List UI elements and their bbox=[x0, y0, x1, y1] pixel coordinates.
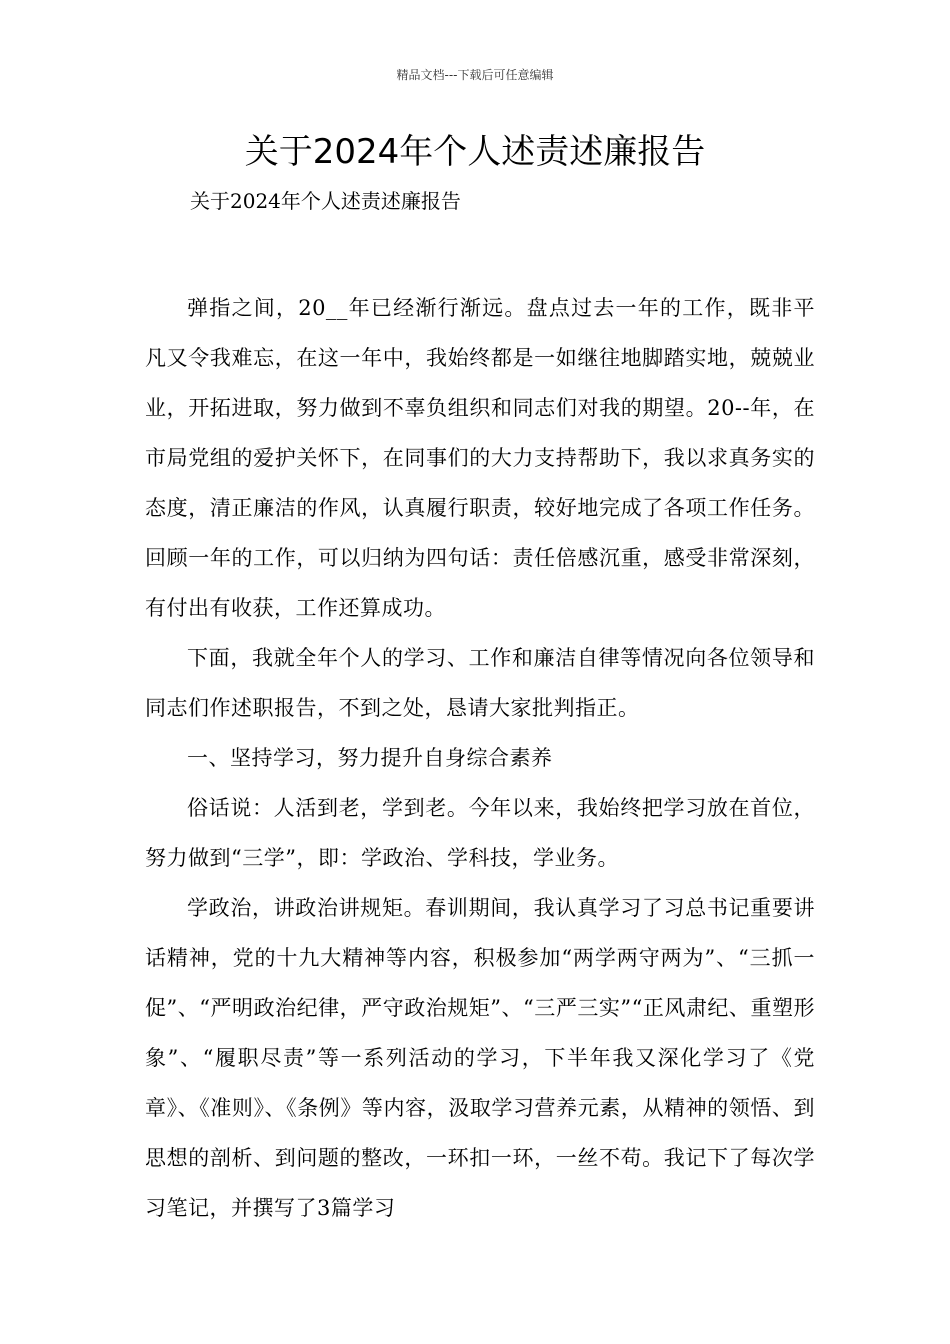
paragraph-study-politics: 学政治，讲政治讲规矩。春训期间，我认真学习了习总书记重要讲话精神，党的十九大精神等内容，积极参加“两学两守两为”、“三抓一促”、“严明政治纪律，严守政治规矩”、“三严三实”“正风肃纪、重塑形象”、“履职尽责”等一系列活动的学习，下半年我又深化学习了《党章》、《准则》、《条例》等内容，汲取学习营养元素，从精神的领悟、到思想的剖析、到问题的整改，一环扣一环，一丝不苟。我记下了每次学习笔记，并撰写了3篇学习 bbox=[145, 896, 815, 1220]
document-subtitle: 关于2024年个人述责述廉报告 bbox=[190, 189, 461, 213]
section-heading-study: 一、坚持学习，努力提升自身综合素养 bbox=[187, 746, 553, 770]
paragraph-three-studies: 俗话说：人活到老，学到老。今年以来，我始终把学习放在首位，努力做到“三学”，即：学政治、学科技，学业务。 bbox=[145, 796, 815, 870]
paragraph-intro: 弹指之间，20__年已经渐行渐远。盘点过去一年的工作，既非平凡又令我难忘，在这一年中，我始终都是一如继往地脚踏实地，兢兢业业，开拓进取，努力做到不辜负组织和同志们对我的期望。20--年，在市局党组的爱护关怀下，在同事们的大力支持帮助下，我以求真务实的态度，清正廉洁的作风，认真履行职责，较好地完成了各项工作任务。回顾一年的工作，可以归纳为四句话：责任倍感沉重，感受非常深刻，有付出有收获，工作还算成功。 bbox=[145, 296, 815, 620]
document-title: 关于2024年个人述责述廉报告 bbox=[244, 132, 706, 172]
paragraph-report-notice: 下面，我就全年个人的学习、工作和廉洁自律等情况向各位领导和同志们作述职报告，不到之处，恳请大家批判指正。 bbox=[145, 646, 815, 720]
header-note: 精品文档---下载后可任意编辑 bbox=[396, 68, 554, 82]
document-body bbox=[145, 283, 815, 1233]
